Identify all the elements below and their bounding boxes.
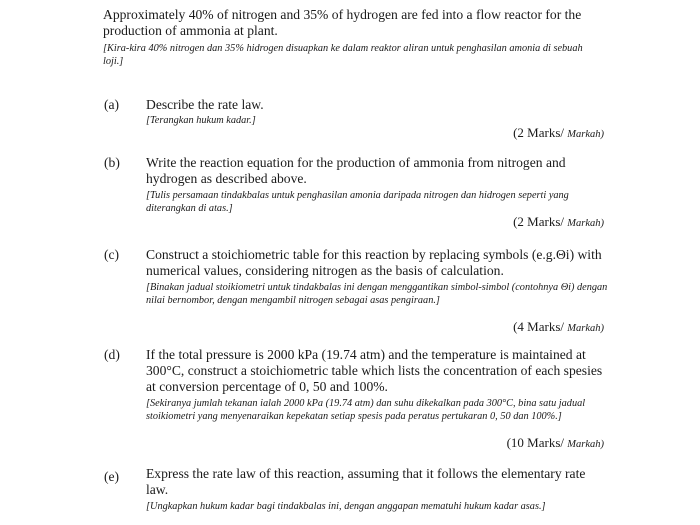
question-malay: [Tulis persamaan tindakbalas untuk penghasilan amonia daripada nitrogen dan hidrogen seperti yang diterangkan di atas.]: [146, 190, 569, 214]
marks-label: (10 Marks/ Markah): [506, 435, 604, 450]
marks-label: (2 Marks/ Markah): [513, 214, 604, 229]
intro-malay: [Kira-kira 40% nitrogen dan 35% hidrogen disuapkan ke dalam reaktor aliran untuk penghasilan amonia di sebuah loji.]: [103, 43, 583, 67]
question-malay: [Binakan jadual stoikiometri untuk tindakbalas ini dengan menggantikan simbol-simbol (contohnya Θi) dengan nilai bernombor, dengan mengambil nitrogen sebagai asas pengiraan.]: [146, 282, 608, 306]
question-english: Express the rate law of this reaction, assuming that it follows the elementary rate law.: [146, 466, 586, 497]
intro-english: Approximately 40% of nitrogen and 35% of hydrogen are fed into a flow reactor for the production of ammonia at plant.: [103, 7, 582, 38]
question-english: Describe the rate law.: [146, 97, 264, 112]
question-english: Construct a stoichiometric table for this reaction by replacing symbols (e.g.Θi) with numerical values, considering nitrogen as the basis of calculation.: [146, 247, 602, 278]
question-malay: [Ungkapkan hukum kadar bagi tindakbalas ini, dengan anggapan mematuhi hukum kadar asas.]: [146, 501, 546, 512]
question-malay: [Terangkan hukum kadar.]: [146, 115, 256, 126]
question-malay: [Sekiranya jumlah tekanan ialah 2000 kPa (19.74 atm) dan suhu dikekalkan pada 300°C, bina satu jadual stoikiometri yang menyenaraikan kepekatan setiap spesis pada peratus pertukaran 0, 50 dan 100%.]: [146, 398, 586, 422]
marks-label: (2 Marks/ Markah): [513, 125, 604, 140]
question-english: Write the reaction equation for the production of ammonia from nitrogen and hydrogen as described above.: [146, 155, 566, 186]
question-label: (e): [104, 469, 120, 484]
question-english: If the total pressure is 2000 kPa (19.74 atm) and the temperature is maintained at 300°C, construct a stoichiometric table which lists the concentration of each spesies at conversion percentage of 0, 50 and 100%.: [146, 347, 603, 394]
question-label: (d): [104, 347, 120, 362]
question-label: (c): [104, 247, 120, 262]
intro-paragraph: [103, 7, 603, 68]
question-label: (b): [104, 155, 120, 170]
question-label: (a): [104, 97, 120, 112]
marks-label: (4 Marks/ Markah): [513, 319, 604, 334]
